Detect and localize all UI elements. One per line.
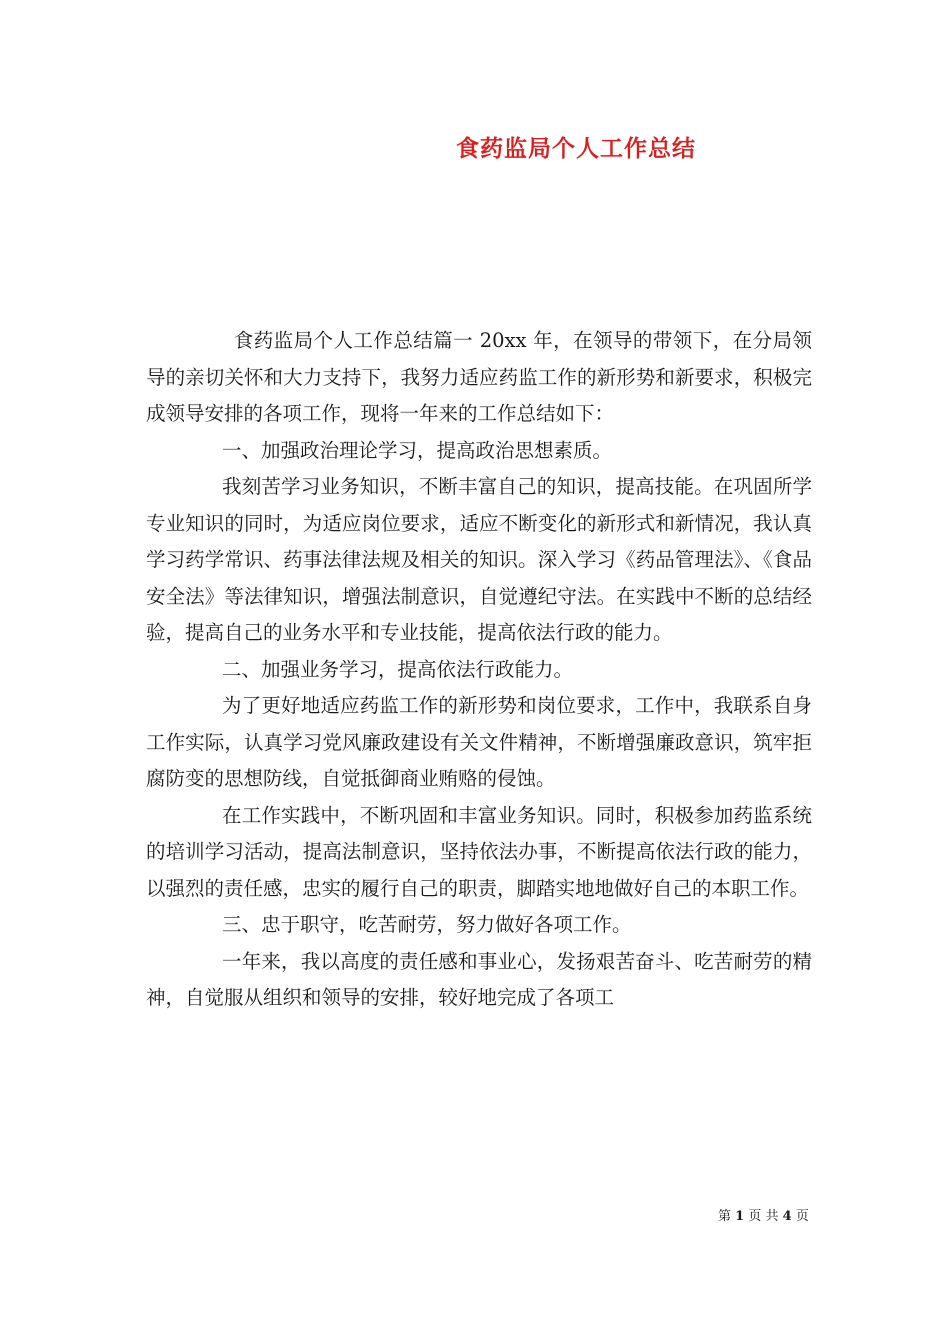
body-paragraph: 在工作实践中，不断巩固和丰富业务知识。同时，积极参加药监系统的培训学习活动，提高法制意识，坚持依法办事，不断提高依法行政的能力，以强烈的责任感，忠实的履行自己的职责，脚踏实地地做好自己的本职工作。	[146, 803, 812, 900]
section-heading-1: 一、加强政治理论学习，提高政治思想素质。	[222, 438, 613, 462]
footer-prefix: 第	[718, 1209, 732, 1224]
body-paragraph: 一年来，我以高度的责任感和事业心，发扬艰苦奋斗、吃苦耐劳的精神，自觉服从组织和领导的安排，较好地完成了各项工	[146, 949, 812, 1009]
section-heading-3: 三、忠于职守，吃苦耐劳，努力做好各项工作。	[222, 913, 632, 936]
footer-suffix: 页	[795, 1209, 809, 1224]
footer-middle: 页 共	[748, 1209, 779, 1224]
footer-total-pages: 4	[782, 1209, 792, 1224]
intro-paragraph: 食药监局个人工作总结篇一 20xx 年，在领导的带领下，在分局领导的亲切关怀和大力支持下，我努力适应药监工作的新形势和新要求，积极完成领导安排的各项工作，现将一年来的工作总结如下：	[146, 329, 812, 425]
document-body	[146, 323, 812, 1017]
page-title: 食药监局个人工作总结	[456, 135, 696, 162]
page-footer	[718, 1205, 809, 1224]
footer-current-page: 1	[735, 1209, 745, 1224]
body-paragraph: 我刻苦学习业务知识，不断丰富自己的知识，提高技能。在巩固所学专业知识的同时，为适应岗位要求，适应不断变化的新形式和新情况，我认真学习药学常识、药事法律法规及相关的知识。深入学习《药品管理法》、《食品安全法》等法律知识，增强法制意识，自觉遵纪守法。在实践中不断的总结经验，提高自己的业务水平和专业技能，提高依法行政的能力。	[146, 475, 812, 644]
body-paragraph: 为了更好地适应药监工作的新形势和岗位要求，工作中，我联系自身工作实际，认真学习党风廉政建设有关文件精神，不断增强廉政意识，筑牢拒腐防变的思想防线，自觉抵御商业贿赂的侵蚀。	[146, 694, 812, 790]
section-heading-2: 二、加强业务学习，提高依法行政能力。	[222, 657, 574, 681]
